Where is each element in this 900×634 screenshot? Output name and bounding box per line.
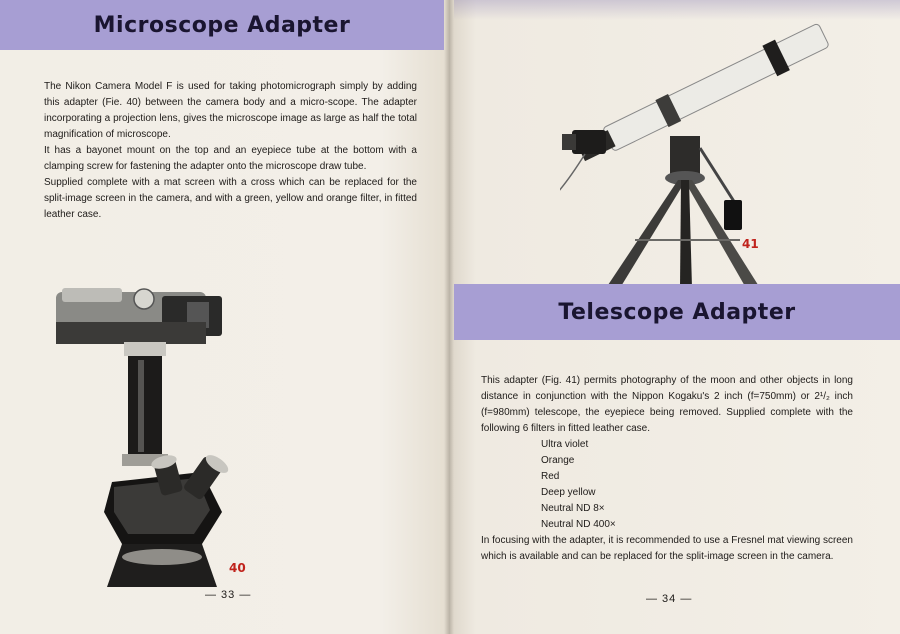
microscope-camera-photo bbox=[52, 282, 252, 587]
show-through-band bbox=[454, 0, 900, 20]
filter-list bbox=[481, 437, 853, 533]
telescope-photo bbox=[560, 18, 850, 288]
figure-40-label: 40 bbox=[229, 561, 246, 575]
left-paragraph-1: The Nikon Camera Model F is used for taking photomicrograph simply by adding this adapter (Fie. 40) between the camera body and a micro-scope. The adapter incorporating a projection lens, gives the microscope image as large as half the total magnification of microscope. bbox=[44, 81, 417, 140]
left-paragraph-3: Supplied complete with a mat screen with a cross which can be replaced for the split-image screen in the camera, and with a green, yellow and orange filter, in fitted leather case. bbox=[44, 177, 417, 220]
right-page-title: Telescope Adapter bbox=[558, 299, 796, 325]
right-page-number: — 34 — bbox=[646, 593, 693, 605]
left-body-text bbox=[44, 79, 417, 223]
filter-item: Neutral ND 8× bbox=[541, 503, 605, 514]
right-closing-paragraph: In focusing with the adapter, it is recommended to use a Fresnel mat viewing screen which is available and can be replaced for the split-image screen in the camera. bbox=[481, 535, 853, 562]
book-gutter bbox=[444, 0, 454, 634]
right-intro-paragraph: This adapter (Fig. 41) permits photography of the moon and other objects in long distance in conjunction with the Nippon Kogaku's 2 inch (f=750mm) or 2¹/₂ inch (f=980mm) telescope, the eyepiece being removed. Supplied complete with the following 6 filters in fitted leather case. bbox=[481, 375, 853, 434]
filter-item: Orange bbox=[541, 455, 575, 466]
filter-item: Ultra violet bbox=[541, 439, 589, 450]
left-page-title: Microscope Adapter bbox=[93, 12, 351, 38]
filter-item: Deep yellow bbox=[541, 487, 596, 498]
left-paragraph-2: It has a bayonet mount on the top and an eyepiece tube at the bottom with a clamping screw for fastening the adapter onto the microscope draw tube. bbox=[44, 145, 417, 172]
right-title-band bbox=[454, 284, 900, 340]
filter-item: Red bbox=[541, 471, 560, 482]
left-page-number: — 33 — bbox=[205, 589, 252, 601]
right-body-text bbox=[481, 373, 853, 565]
figure-41-label: 41 bbox=[742, 237, 759, 251]
left-title-band bbox=[0, 0, 444, 50]
filter-item: Neutral ND 400× bbox=[541, 519, 616, 530]
